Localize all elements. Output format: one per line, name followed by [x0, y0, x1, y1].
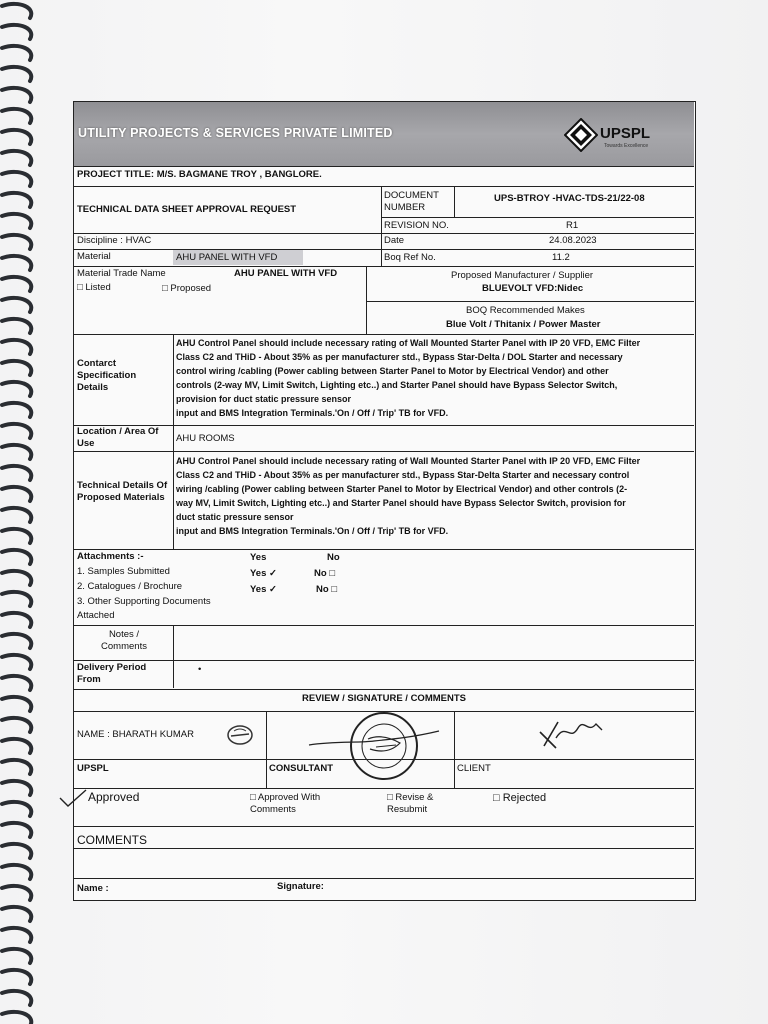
discipline: Discipline : HVAC — [77, 235, 152, 246]
spiral-loop — [2, 298, 31, 312]
logo-diamond-icon — [564, 118, 598, 152]
rule — [381, 186, 382, 266]
spiral-loop — [2, 760, 31, 774]
spiral-loop — [2, 886, 31, 900]
spiral-loop — [2, 424, 31, 438]
spiral-loop — [2, 508, 31, 522]
rule — [74, 848, 694, 849]
review-title: REVIEW / SIGNATURE / COMMENTS — [302, 693, 466, 704]
attachments-title: Attachments :- — [77, 551, 144, 562]
spiral-loop — [2, 361, 31, 375]
rule — [454, 711, 455, 788]
attachment-no[interactable]: No □ — [314, 568, 336, 579]
rule — [74, 625, 694, 626]
spiral-loop — [2, 655, 31, 669]
contract-text-line: Class C2 and THiD - About 35% as per manufacturer std., Bypass Star-Delta / DOL Starter and necessary — [176, 352, 623, 362]
rule — [454, 186, 455, 218]
document-number: UPS-BTROY -HVAC-TDS-21/22-08 — [494, 193, 645, 204]
approved-with-comments-option[interactable]: □ Approved With Comments — [250, 792, 321, 815]
upspl-label: UPSPL — [77, 763, 109, 774]
comments-label: COMMENTS — [77, 833, 147, 847]
attachment-yes[interactable]: Yes ✓ — [250, 568, 277, 579]
contract-text-line: AHU Control Panel should include necessary rating of Wall Mounted Starter Panel with IP 20 VFD, EMC Filter — [176, 338, 641, 348]
spiral-loop — [2, 634, 31, 648]
spiral-loop — [2, 382, 31, 396]
spiral-loop — [2, 823, 31, 837]
spiral-loop — [2, 592, 31, 606]
trade-name-label: Material Trade Name — [77, 268, 166, 279]
spiral-loop — [2, 781, 31, 795]
logo-text: UPSPL — [600, 125, 651, 142]
rule — [74, 878, 694, 879]
contract-label: Contarct Specification Details — [77, 358, 137, 393]
location-label: Location / Area Of Use — [77, 426, 159, 449]
attachment-item: 2. Catalogues / Brochure — [77, 581, 183, 592]
upspl-logo — [564, 118, 660, 152]
technical-text-line: duct static pressure sensor — [176, 512, 294, 522]
attachment-item: Attached — [77, 610, 115, 621]
attachment-yes[interactable]: Yes — [250, 552, 267, 563]
rule — [74, 660, 694, 661]
approval-form — [73, 101, 696, 901]
attachment-yes[interactable]: Yes ✓ — [250, 584, 277, 595]
rule — [74, 549, 694, 550]
technical-text-line: way MV, Limit Switch, Lighting etc..) and Starter Panel should have Bypass Selector Switch, provision for — [176, 498, 626, 508]
spiral-loop — [2, 4, 31, 18]
spiral-loop — [2, 109, 31, 123]
revision-label: REVISION NO. — [384, 220, 449, 231]
spiral-loop — [2, 466, 31, 480]
client-label: CLIENT — [457, 763, 491, 774]
spiral-loop — [2, 256, 31, 270]
contract-text-line: controls (2-way MV, Limit Switch, Lighting etc..) and Starter Panel should have Bypass Selector Switch, — [176, 380, 618, 390]
attachment-item: 3. Other Supporting Documents — [77, 596, 211, 607]
spiral-loop — [2, 319, 31, 333]
spiral-loop — [2, 1012, 31, 1024]
rule — [74, 266, 694, 267]
spiral-loop — [2, 928, 31, 942]
spiral-loop — [2, 277, 31, 291]
rule — [173, 625, 174, 688]
contract-text-line: provision for duct static pressure sensor — [176, 394, 352, 404]
date-label: Date — [384, 235, 405, 246]
spiral-loop — [2, 445, 31, 459]
spiral-loop — [2, 172, 31, 186]
spiral-loop — [2, 25, 31, 39]
delivery-value: • — [198, 664, 202, 675]
proposed-checkbox[interactable]: □ Proposed — [162, 283, 212, 294]
contract-details — [176, 336, 692, 420]
revision-value: R1 — [566, 220, 579, 231]
spiral-loop — [2, 697, 31, 711]
spiral-loop — [2, 151, 31, 165]
technical-details — [176, 454, 692, 538]
spiral-loop — [2, 529, 31, 543]
manufacturer-value: BLUEVOLT VFD:Nidec — [482, 283, 584, 294]
approved-tick-icon — [58, 788, 88, 808]
rule — [74, 788, 694, 789]
header-banner — [74, 102, 694, 167]
spiral-loop — [2, 550, 31, 564]
spiral-loop — [2, 613, 31, 627]
upspl-stamp-icon — [226, 723, 254, 747]
technical-label: Technical Details Of Proposed Materials — [77, 480, 168, 503]
rule — [74, 334, 694, 335]
rule — [74, 689, 694, 690]
rule — [381, 217, 694, 218]
technical-text-line: AHU Control Panel should include necessary rating of Wall Mounted Starter Panel with IP 20 VFD, EMC Filter — [176, 456, 641, 466]
spiral-loop — [2, 676, 31, 690]
client-signature-icon — [536, 712, 606, 752]
technical-text-line: wiring /cabling (Power cabling between Starter Panel to Motor by Electrical Vendor) and other controls (2- — [176, 484, 628, 494]
boq-label: Boq Ref No. — [384, 252, 436, 263]
spiral-loop — [2, 844, 31, 858]
spiral-loop — [2, 46, 31, 60]
spiral-loop — [2, 970, 31, 984]
approved-option[interactable]: Approved — [88, 790, 140, 804]
company-name: UTILITY PROJECTS & SERVICES PRIVATE LIMITED — [78, 126, 393, 140]
rule — [266, 711, 267, 788]
request-title: TECHNICAL DATA SHEET APPROVAL REQUEST — [77, 204, 297, 215]
location-value: AHU ROOMS — [176, 433, 235, 444]
document-number-label: DOCUMENT NUMBER — [384, 190, 439, 213]
spiral-binding — [0, 0, 44, 1024]
consultant-label: CONSULTANT — [269, 763, 334, 774]
rule — [366, 266, 367, 334]
spiral-loop — [2, 130, 31, 144]
spiral-loop — [2, 739, 31, 753]
name-label: Name : — [77, 883, 109, 894]
logo-tagline: Towards Excellence — [604, 143, 649, 149]
revise-resubmit-option[interactable]: □ Revise & Resubmit — [387, 792, 434, 815]
spiral-loop — [2, 718, 31, 732]
spiral-loop — [2, 88, 31, 102]
boq-makes-label: BOQ Recommended Makes — [466, 305, 585, 316]
spiral-loop — [2, 949, 31, 963]
boq-value: 11.2 — [552, 252, 570, 263]
spiral-loop — [2, 403, 31, 417]
spiral-loop — [2, 235, 31, 249]
material-value: AHU PANEL WITH VFD — [176, 252, 278, 263]
contract-text-line: control wiring /cabling (Power cabling between Starter Panel to Motor by Electrical Vendor) and other — [176, 366, 609, 376]
technical-text-line: Class C2 and THiD - About 35% as per manufacturer std., Bypass Star-Delta Starter and necessary control — [176, 470, 630, 480]
contract-text-line: input and BMS Integration Terminals.'On / Off / Trip' TB for VFD. — [176, 408, 449, 418]
spiral-loop — [2, 907, 31, 921]
rejected-option[interactable]: □ Rejected — [493, 792, 547, 804]
spiral-loop — [2, 193, 31, 207]
attachment-item: 1. Samples Submitted — [77, 566, 170, 577]
technical-text-line: input and BMS Integration Terminals.'On / Off / Trip' TB for VFD. — [176, 526, 449, 536]
rule — [74, 451, 694, 452]
listed-checkbox[interactable]: □ Listed — [77, 282, 111, 293]
trade-name-value: AHU PANEL WITH VFD — [234, 268, 338, 279]
rule — [74, 826, 694, 827]
rule — [366, 301, 694, 302]
material-label: Material — [77, 251, 111, 262]
attachment-no[interactable]: No □ — [316, 584, 338, 595]
spiral-loop — [2, 214, 31, 228]
spiral-loop — [2, 487, 31, 501]
rule — [74, 249, 694, 250]
boq-makes-value: Blue Volt / Thitanix / Power Master — [446, 319, 601, 330]
spiral-loop — [2, 865, 31, 879]
delivery-label: Delivery Period From — [77, 662, 147, 685]
spiral-loop — [2, 802, 31, 816]
spiral-loop — [2, 340, 31, 354]
spiral-loop — [2, 571, 31, 585]
manufacturer-label: Proposed Manufacturer / Supplier — [451, 270, 594, 281]
project-title: PROJECT TITLE: M/S. BAGMANE TROY , BANGLORE. — [77, 169, 322, 180]
rule — [74, 186, 694, 187]
notes-label: Notes / Comments — [101, 629, 147, 652]
rule — [173, 334, 174, 549]
spiral-loop — [2, 67, 31, 81]
attachment-no[interactable]: No — [327, 552, 340, 563]
spiral-loop — [2, 991, 31, 1005]
upspl-name: NAME : BHARATH KUMAR — [77, 729, 195, 740]
rule — [74, 233, 694, 234]
signature-label: Signature: — [277, 881, 324, 892]
date-value: 24.08.2023 — [549, 235, 597, 246]
